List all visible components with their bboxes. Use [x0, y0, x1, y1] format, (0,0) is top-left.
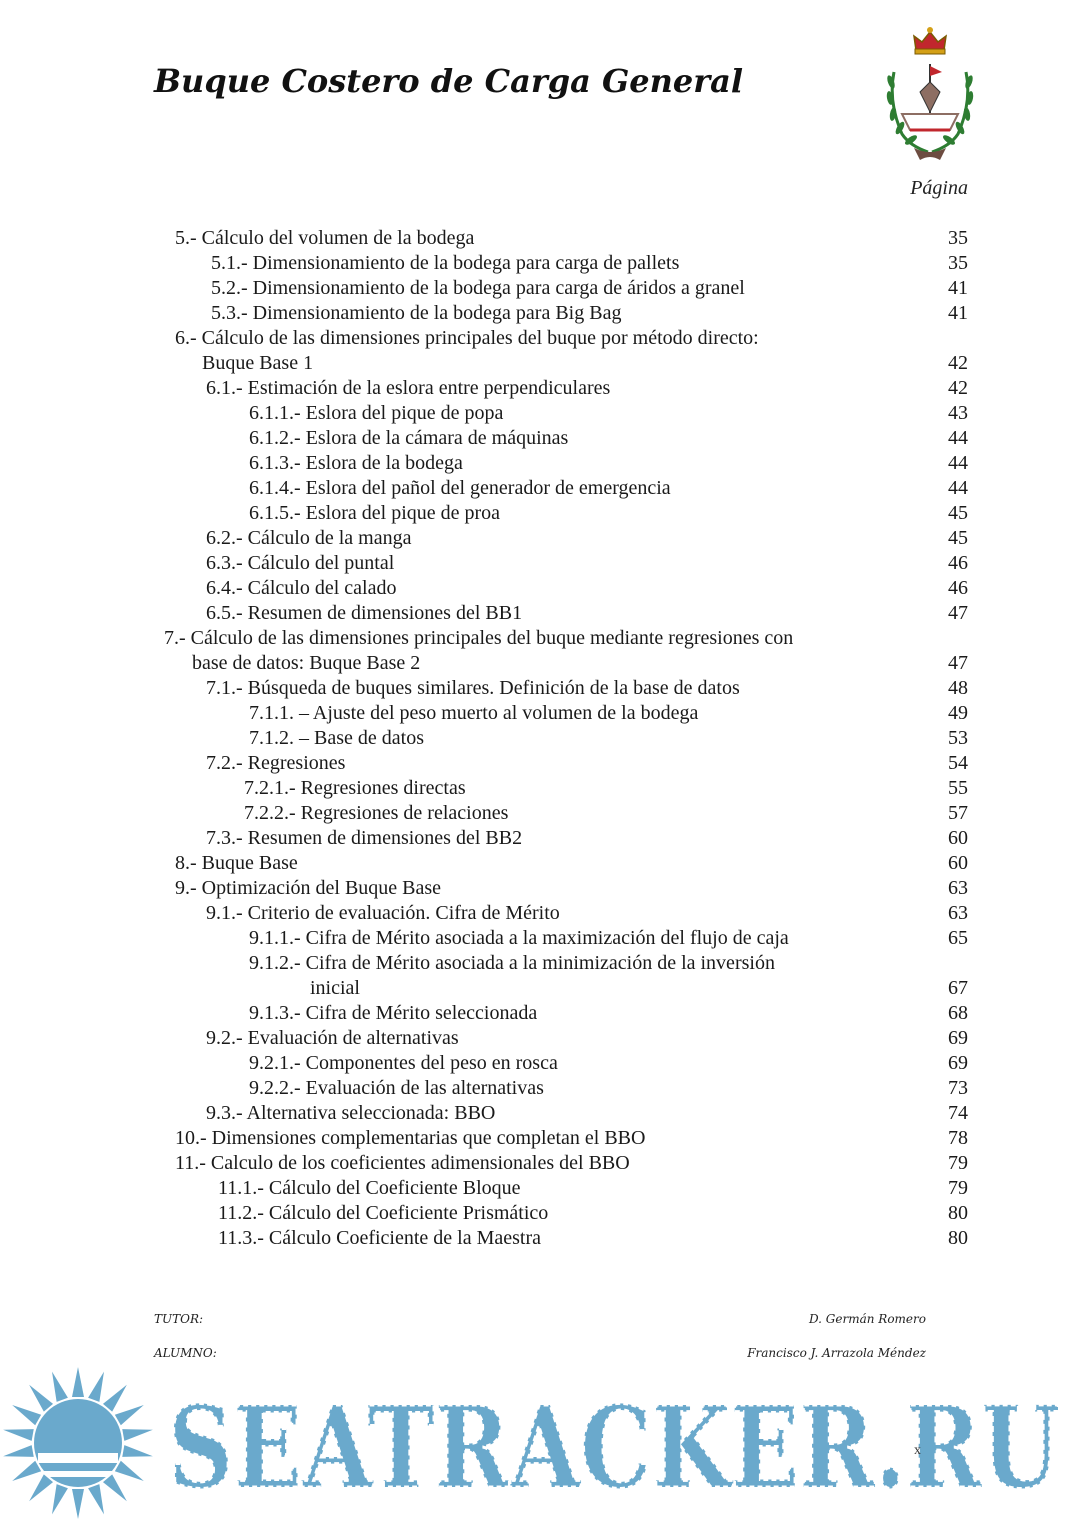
- toc-entry[interactable]: [0, 1201, 1080, 1226]
- toc-entry-text: 9.1.3.- Cifra de Mérito seleccionada: [249, 1002, 538, 1024]
- document-title: Buque Costero de Carga General: [154, 62, 744, 100]
- crown-icon: [914, 27, 946, 54]
- toc-entry[interactable]: [0, 976, 1080, 1001]
- page-column-label: Página: [910, 177, 968, 199]
- toc-entry-page: 69: [948, 1052, 968, 1074]
- toc-entry-page: 68: [948, 1002, 968, 1024]
- toc-entry-page: 45: [948, 502, 968, 524]
- toc-entry[interactable]: [0, 651, 1080, 676]
- toc-entry[interactable]: [0, 451, 1080, 476]
- toc-entry-page: 63: [948, 902, 968, 924]
- toc-entry-text: 9.1.- Criterio de evaluación. Cifra de Mérito: [206, 902, 560, 924]
- toc-entry[interactable]: [0, 751, 1080, 776]
- toc-entry-page: 69: [948, 1027, 968, 1049]
- toc-entry[interactable]: [0, 1176, 1080, 1201]
- toc-entry-text: 8.- Buque Base: [175, 852, 298, 874]
- toc-entry-page: 46: [948, 577, 968, 599]
- toc-entry-page: 80: [948, 1227, 968, 1249]
- toc-entry-text: 9.1.1.- Cifra de Mérito asociada a la maximización del flujo de caja: [249, 927, 789, 949]
- toc-entry-text: 6.2.- Cálculo de la manga: [206, 527, 412, 549]
- toc-entry-text: 9.2.1.- Componentes del peso en rosca: [249, 1052, 558, 1074]
- toc-entry-page: 48: [948, 677, 968, 699]
- toc-entry[interactable]: [0, 626, 1080, 651]
- toc-entry-text: 6.- Cálculo de las dimensiones principales del buque por método directo:: [175, 327, 759, 349]
- toc-entry-text: 7.1.2. – Base de datos: [249, 727, 424, 749]
- toc-entry[interactable]: [0, 676, 1080, 701]
- toc-entry[interactable]: [0, 1026, 1080, 1051]
- toc-entry-text: 7.2.2.- Regresiones de relaciones: [244, 802, 509, 824]
- toc-entry[interactable]: [0, 926, 1080, 951]
- toc-entry-text: 6.5.- Resumen de dimensiones del BB1: [206, 602, 523, 624]
- toc-entry-text: 7.3.- Resumen de dimensiones del BB2: [206, 827, 523, 849]
- toc-entry-page: 41: [948, 277, 968, 299]
- toc-entry-text: 6.4.- Cálculo del calado: [206, 577, 397, 599]
- toc-entry-text: base de datos: Buque Base 2: [192, 652, 421, 674]
- toc-entry-page: 46: [948, 552, 968, 574]
- toc-entry-page: 43: [948, 402, 968, 424]
- toc-entry[interactable]: [0, 376, 1080, 401]
- toc-entry[interactable]: [0, 501, 1080, 526]
- toc-entry[interactable]: [0, 1151, 1080, 1176]
- toc-entry-page: 42: [948, 377, 968, 399]
- toc-entry-page: 35: [948, 227, 968, 249]
- student-name: Francisco J. Arrazola Méndez: [747, 1346, 926, 1360]
- toc-entry[interactable]: [0, 1051, 1080, 1076]
- toc-entry-text: 7.2.- Regresiones: [206, 752, 346, 774]
- toc-entry[interactable]: [0, 1001, 1080, 1026]
- toc-entry[interactable]: [0, 226, 1080, 251]
- toc-entry[interactable]: [0, 576, 1080, 601]
- toc-entry-text: 9.- Optimización del Buque Base: [175, 877, 442, 899]
- school-emblem: [880, 22, 980, 162]
- toc-entry-text: 10.- Dimensiones complementarias que completan el BBO: [175, 1127, 646, 1149]
- toc-entry[interactable]: [0, 726, 1080, 751]
- ship-emblem-icon: [902, 64, 958, 160]
- toc-entry-page: 60: [948, 827, 968, 849]
- toc-entry-text: 7.2.1.- Regresiones directas: [244, 777, 466, 799]
- toc-entry-text: 9.1.2.- Cifra de Mérito asociada a la minimización de la inversión: [249, 952, 775, 974]
- toc-entry-text: 11.3.- Cálculo Coeficiente de la Maestra: [218, 1227, 542, 1249]
- toc-entry-text: 5.3.- Dimensionamiento de la bodega para Big Bag: [211, 302, 622, 324]
- toc-entry-page: 45: [948, 527, 968, 549]
- toc-entry-page: 67: [948, 977, 968, 999]
- toc-entry-text: 11.- Calculo de los coeficientes adimensionales del BBO: [175, 1152, 630, 1174]
- toc-entry[interactable]: [0, 1226, 1080, 1251]
- toc-entry-text: 9.3.- Alternativa seleccionada: BBO: [206, 1102, 496, 1124]
- table-of-contents: [0, 226, 1080, 1251]
- toc-entry-page: 44: [948, 477, 968, 499]
- toc-entry-text: 9.2.- Evaluación de alternativas: [206, 1027, 459, 1049]
- toc-entry[interactable]: [0, 301, 1080, 326]
- toc-entry[interactable]: [0, 276, 1080, 301]
- corner-mark: x: [914, 1443, 921, 1458]
- toc-entry-page: 53: [948, 727, 968, 749]
- tutor-label: TUTOR:: [154, 1312, 204, 1326]
- toc-entry-text: 5.- Cálculo del volumen de la bodega: [175, 227, 475, 249]
- toc-entry-text: 6.1.3.- Eslora de la bodega: [249, 452, 463, 474]
- toc-entry-page: 78: [948, 1127, 968, 1149]
- toc-entry-page: 57: [948, 802, 968, 824]
- toc-entry[interactable]: [0, 401, 1080, 426]
- toc-entry[interactable]: [0, 251, 1080, 276]
- toc-entry[interactable]: [0, 876, 1080, 901]
- toc-entry-text: 11.1.- Cálculo del Coeficiente Bloque: [218, 1177, 521, 1199]
- tutor-name: D. Germán Romero: [808, 1312, 926, 1326]
- toc-entry-text: 6.1.5.- Eslora del pique de proa: [249, 502, 501, 524]
- toc-entry-page: 73: [948, 1077, 968, 1099]
- toc-entry[interactable]: [0, 701, 1080, 726]
- toc-entry-page: 35: [948, 252, 968, 274]
- toc-entry-page: 41: [948, 302, 968, 324]
- toc-entry-page: 49: [948, 702, 968, 724]
- toc-entry-text: 5.1.- Dimensionamiento de la bodega para carga de pallets: [211, 252, 680, 274]
- toc-entry[interactable]: [0, 526, 1080, 551]
- toc-entry[interactable]: [0, 351, 1080, 376]
- toc-entry-text: Buque Base 1: [202, 352, 314, 374]
- toc-entry-page: 63: [948, 877, 968, 899]
- toc-entry-text: 6.1.- Estimación de la eslora entre perpendiculares: [206, 377, 611, 399]
- toc-entry-text: 6.1.4.- Eslora del pañol del generador de emergencia: [249, 477, 671, 499]
- toc-entry[interactable]: [0, 901, 1080, 926]
- toc-entry-page: 44: [948, 427, 968, 449]
- sunburst-icon: [2, 1367, 154, 1519]
- toc-entry-text: 5.2.- Dimensionamiento de la bodega para carga de áridos a granel: [211, 277, 745, 299]
- toc-entry-page: 79: [948, 1177, 968, 1199]
- toc-entry-page: 65: [948, 927, 968, 949]
- toc-entry-page: 74: [948, 1102, 968, 1124]
- toc-entry[interactable]: [0, 826, 1080, 851]
- toc-entry-page: 60: [948, 852, 968, 874]
- toc-entry[interactable]: [0, 326, 1080, 351]
- toc-entry-page: 54: [948, 752, 968, 774]
- toc-entry-text: 6.1.2.- Eslora de la cámara de máquinas: [249, 427, 569, 449]
- toc-entry-text: 6.3.- Cálculo del puntal: [206, 552, 395, 574]
- toc-entry-text: 6.1.1.- Eslora del pique de popa: [249, 402, 504, 424]
- toc-entry-text: 7.- Cálculo de las dimensiones principales del buque mediante regresiones con: [164, 627, 794, 649]
- toc-entry[interactable]: [0, 951, 1080, 976]
- toc-entry-page: 47: [948, 602, 968, 624]
- toc-entry[interactable]: [0, 426, 1080, 451]
- toc-entry[interactable]: [0, 601, 1080, 626]
- toc-entry-text: 9.2.2.- Evaluación de las alternativas: [249, 1077, 544, 1099]
- toc-entry-page: 79: [948, 1152, 968, 1174]
- toc-entry-text: 7.1.1. – Ajuste del peso muerto al volumen de la bodega: [249, 702, 699, 724]
- toc-entry-page: 80: [948, 1202, 968, 1224]
- toc-entry[interactable]: [0, 551, 1080, 576]
- toc-entry[interactable]: [0, 776, 1080, 801]
- toc-entry-page: 42: [948, 352, 968, 374]
- toc-entry-page: 44: [948, 452, 968, 474]
- toc-entry-text: 7.1.- Búsqueda de buques similares. Definición de la base de datos: [206, 677, 740, 699]
- toc-entry-text: inicial: [310, 977, 360, 999]
- toc-entry[interactable]: [0, 1076, 1080, 1101]
- toc-entry-page: 55: [948, 777, 968, 799]
- toc-entry[interactable]: [0, 1126, 1080, 1151]
- toc-entry[interactable]: [0, 801, 1080, 826]
- toc-entry[interactable]: [0, 476, 1080, 501]
- student-label: ALUMNO:: [154, 1346, 217, 1360]
- toc-entry[interactable]: [0, 1101, 1080, 1126]
- watermark-text: SEATRACKER.RU: [168, 1383, 1060, 1514]
- toc-entry[interactable]: [0, 851, 1080, 876]
- toc-entry-text: 11.2.- Cálculo del Coeficiente Prismático: [218, 1202, 549, 1224]
- toc-entry-page: 47: [948, 652, 968, 674]
